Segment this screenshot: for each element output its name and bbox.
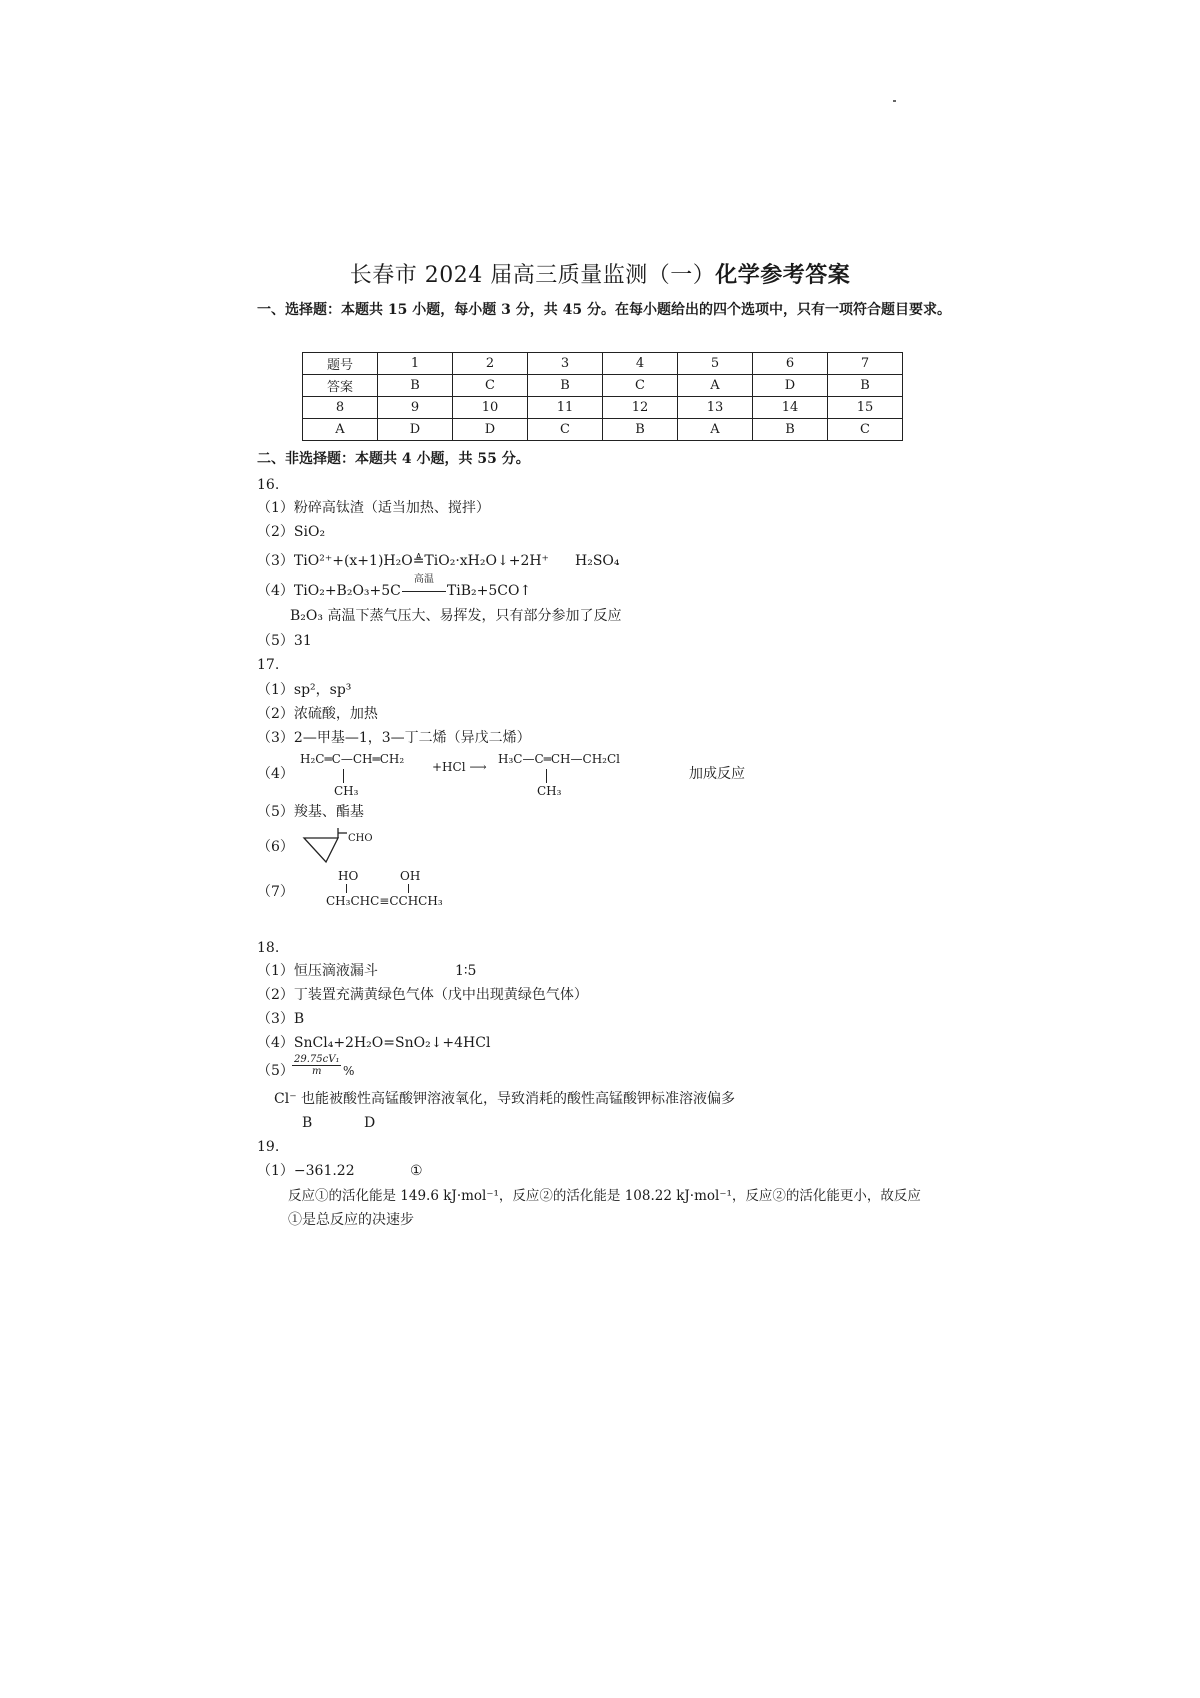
table-cell: 5 (678, 353, 753, 375)
section-2-heading: 二、非选择题：本题共 4 小题，共 55 分。 (257, 451, 530, 467)
product-formula: H₃C—C═CH—CH₂Cl (498, 752, 620, 766)
q17-number: 17. (257, 657, 280, 673)
aldehyde-group: CHO (348, 833, 373, 844)
q18-answer-5-note: Cl⁻ 也能被酸性高锰酸钾溶液氧化，导致消耗的酸性高锰酸钾标准溶液偏多 (274, 1091, 736, 1107)
q16-answer-1: （1）粉碎高钛渣（适当加热、搅拌） (257, 500, 490, 516)
q17-answer-5: （5）羧基、酯基 (257, 804, 364, 820)
table-cell: 7 (828, 353, 903, 375)
q18-answer-1b: 1∶5 (455, 963, 477, 979)
page-title (0, 258, 1200, 289)
q18-answer-2: （2）丁装置充满黄绿色气体（戊中出现黄绿色气体） (257, 987, 588, 1003)
table-cell: 13 (678, 397, 753, 419)
table-cell: A (303, 419, 378, 441)
table-cell: C (603, 375, 678, 397)
table-row (303, 419, 903, 441)
isoprene-methyl: CH₃ (334, 784, 359, 798)
q16-answer-2: （2）SiO₂ (257, 524, 326, 540)
q19-answer-1: （1）−361.22 (257, 1163, 355, 1179)
table-cell: 1 (378, 353, 453, 375)
hydroxyl-bond-2 (408, 884, 409, 893)
q18-fraction (292, 1054, 341, 1077)
table-cell: C (828, 419, 903, 441)
q19-answer-1-note-2: ①是总反应的决速步 (288, 1212, 414, 1228)
q17-answer-4-label: （4） (257, 766, 294, 782)
answer-table (302, 352, 903, 441)
table-cell: 15 (828, 397, 903, 419)
q17-answer-3: （3）2—甲基—1，3—丁二烯（异戊二烯） (257, 730, 531, 746)
table-row (303, 353, 903, 375)
table-cell: 3 (528, 353, 603, 375)
table-cell: 11 (528, 397, 603, 419)
q17-answer-7-label: （7） (257, 884, 294, 900)
table-cell: 4 (603, 353, 678, 375)
isoprene-formula: H₂C═C—CH═CH₂ (300, 752, 405, 766)
table-cell: 14 (753, 397, 828, 419)
cyclopropane-structure (302, 826, 352, 866)
q16-answer-2-text: SiO₂ (293, 524, 326, 540)
table-cell: B (528, 375, 603, 397)
q17-reaction-type: 加成反应 (689, 766, 745, 782)
table-cell: 10 (453, 397, 528, 419)
q18-answer-4: （4）SnCl₄+2H₂O=SnO₂↓+4HCl (257, 1035, 491, 1051)
table-cell: B (753, 419, 828, 441)
table-row (303, 375, 903, 397)
q18-number: 18. (257, 940, 280, 956)
q16-answer-4-right: TiB₂+5CO↑ (446, 583, 532, 599)
q18-option-1: B (302, 1115, 313, 1131)
scan-speck (893, 100, 896, 102)
q18-option-2: D (364, 1115, 376, 1131)
table-cell: D (378, 419, 453, 441)
product-branch-bond (546, 769, 547, 783)
q17-answer-2: （2）浓硫酸，加热 (257, 706, 378, 722)
q16-answer-4-arrow (401, 574, 447, 600)
table-cell: A (678, 419, 753, 441)
product-methyl: CH₃ (537, 784, 562, 798)
q18-answer-1: （1）恒压滴液漏斗 (257, 963, 378, 979)
table-row (303, 397, 903, 419)
table-cell: B (378, 375, 453, 397)
table-cell: 答案 (303, 375, 378, 397)
table-cell: 9 (378, 397, 453, 419)
q16-answer-3b: H₂SO₄ (575, 553, 620, 569)
isoprene-branch-bond (343, 769, 344, 783)
q19-answer-1b: ① (410, 1163, 423, 1179)
q16-answer-3-text: TiO²⁺+(x+1)H₂O≜TiO₂·xH₂O↓+2H⁺ (293, 553, 549, 569)
table-cell: D (453, 419, 528, 441)
q18-answer-5-label: （5） (257, 1063, 294, 1079)
table-cell: 6 (753, 353, 828, 375)
table-cell: B (828, 375, 903, 397)
q19-number: 19. (257, 1139, 280, 1155)
reagent-hcl: +HCl ⟶ (432, 760, 487, 774)
q18-fraction-denominator: m (311, 1066, 322, 1077)
table-cell: 8 (303, 397, 378, 419)
q16-number: 16. (257, 477, 280, 493)
section-1-heading: 一、选择题：本题共 15 小题，每小题 3 分，共 45 分。在每小题给出的四个选项中，只有一项符合题目要求。 (257, 302, 951, 318)
q16-answer-4-left: TiO₂+B₂O₃+5C (293, 583, 401, 599)
table-cell: A (678, 375, 753, 397)
q17-answer-1: （1）sp²，sp³ (257, 682, 352, 698)
q18-fraction-numerator: 29.75cV₁ (294, 1054, 340, 1065)
hydroxyl-2: OH (400, 869, 421, 883)
q16-answer-4-note: B₂O₃ 高温下蒸气压大、易挥发，只有部分参加了反应 (290, 608, 622, 624)
table-cell: 2 (453, 353, 528, 375)
table-cell: 题号 (303, 353, 378, 375)
hydroxyl-bond-1 (346, 884, 347, 893)
q18-answer-3: （3）B (257, 1011, 305, 1027)
q16-answer-4-condition: 高温 (413, 574, 434, 585)
table-cell: C (453, 375, 528, 397)
q19-answer-1-note-1: 反应①的活化能是 149.6 kJ·mol⁻¹，反应②的活化能是 108.22 kJ·mol⁻¹，反应②的活化能更小，故反应 (288, 1188, 921, 1204)
table-cell: B (603, 419, 678, 441)
title-prefix: 长春市 2024 届高三质量监测（一） (349, 263, 716, 288)
table-cell: D (753, 375, 828, 397)
q16-answer-4: （4）TiO₂+B₂O₃+5C 高温 TiB₂+5CO↑ (257, 582, 531, 600)
hydroxyl-1: HO (338, 869, 359, 883)
q16-answer-3: （3）TiO²⁺+(x+1)H₂O≜TiO₂·xH₂O↓+2H⁺ (257, 553, 549, 569)
q17-answer-6-label: （6） (257, 839, 294, 855)
diol-alkyne-formula: CH₃CHC≡CCHCH₃ (326, 894, 443, 908)
table-cell: 12 (603, 397, 678, 419)
q16-answer-5: （5）31 (257, 633, 312, 649)
table-cell: C (528, 419, 603, 441)
q18-percent: % (343, 1064, 355, 1078)
title-suffix: 化学参考答案 (715, 262, 851, 288)
